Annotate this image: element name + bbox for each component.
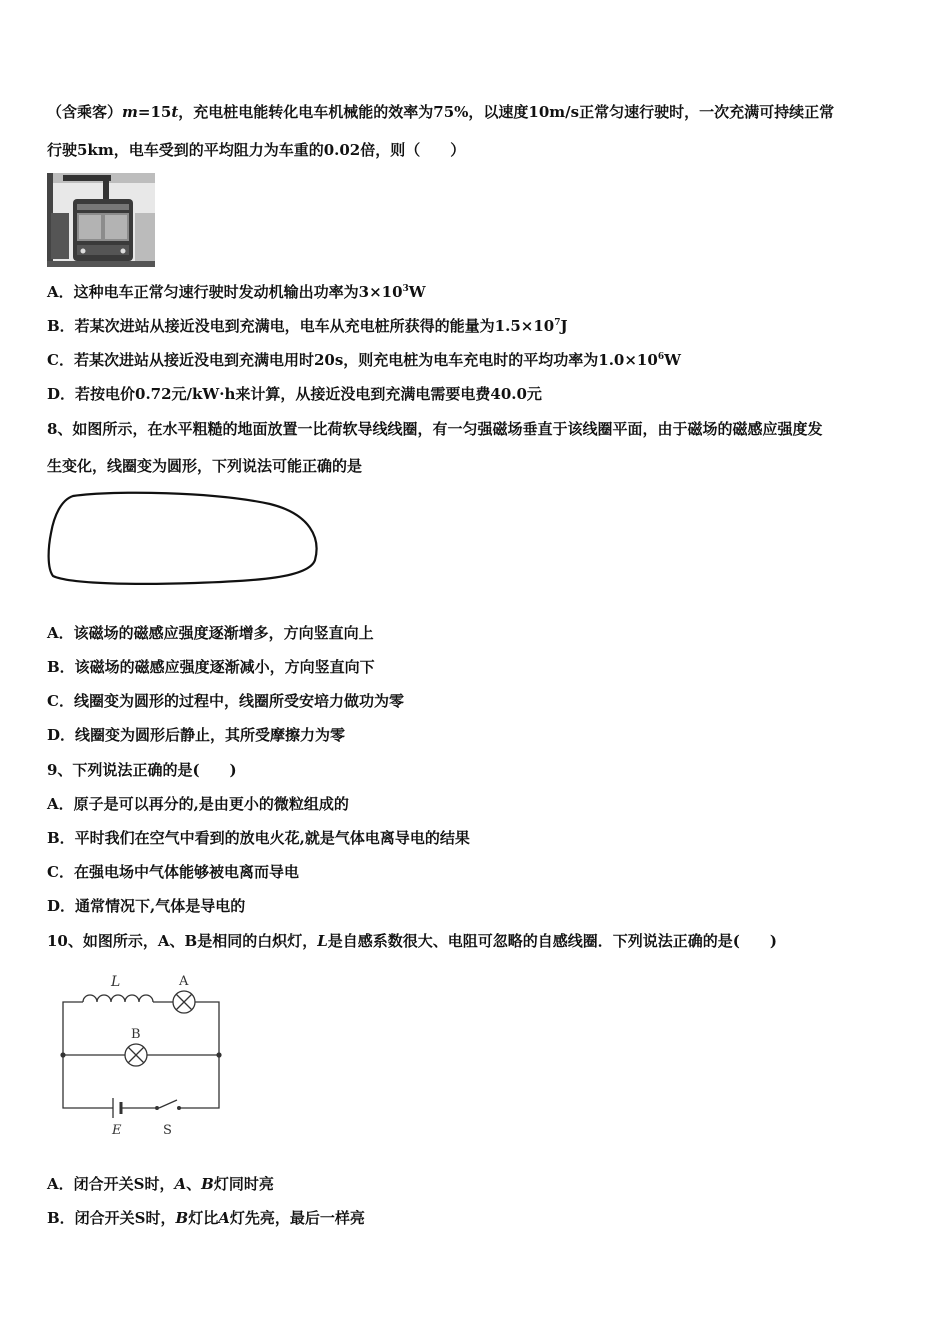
label-a: A bbox=[179, 974, 189, 989]
q8-option-a: A．该磁场的磁感应强度逐渐增多，方向竖直向上 bbox=[47, 624, 374, 642]
label-b: B bbox=[131, 1027, 141, 1042]
switch-contact-right bbox=[177, 1106, 181, 1110]
q7-option-d: D．若按电价0.72元/kW·h来计算，从接近没电到充满电需要电费40.0元 bbox=[47, 385, 542, 403]
wire-top-left bbox=[63, 1002, 83, 1045]
wire-coil-figure bbox=[45, 488, 325, 590]
junction-right bbox=[216, 1052, 221, 1057]
q10-option-a: A．闭合开关S时，A、B灯同时亮 bbox=[47, 1175, 274, 1193]
wire-top-right bbox=[195, 1002, 219, 1055]
q9-option-d: D．通常情况下,气体是导电的 bbox=[47, 897, 246, 915]
q7-option-c: C．若某次进站从接近没电到充满电用时20s，则充电桩为电车充电时的平均功率为$1.0\times 10^6W$ bbox=[47, 351, 681, 369]
q8-stem-line1: 8、如图所示，在水平粗糙的地面放置一比荷软导线线圈，有一匀强磁场垂直于该线圈平面，由于磁场的磁感应强度发 bbox=[47, 420, 823, 438]
q7-stem-line1: （含乘客）m=15t，充电桩电能转化电车机械能的效率为75%，以速度10m/s正常匀速行驶时，一次充满可持续正常 bbox=[47, 103, 835, 121]
switch-s bbox=[159, 1100, 177, 1108]
inductor-coil bbox=[83, 995, 153, 1002]
switch-contact-left bbox=[155, 1106, 159, 1110]
circuit-diagram bbox=[45, 962, 235, 1144]
q8-option-d: D．线圈变为圆形后静止，其所受摩擦力为零 bbox=[47, 726, 346, 744]
q9-stem: 9、下列说法正确的是( ) bbox=[47, 761, 237, 779]
wire-coil-loop bbox=[49, 493, 317, 584]
wire-mid-left bbox=[63, 1045, 125, 1055]
q10-option-b: B．闭合开关S时，B灯比A灯先亮，最后一样亮 bbox=[47, 1209, 365, 1227]
junction-left bbox=[60, 1052, 65, 1057]
label-e: E bbox=[112, 1123, 122, 1138]
wire-bottom-left bbox=[63, 1055, 113, 1108]
q7-stem-line2: 行驶5km，电车受到的平均阻力为车重的0.02倍，则（ ） bbox=[47, 141, 466, 159]
q7-option-a: A．这种电车正常匀速行驶时发动机输出功率为$3\times 10^3W$ bbox=[47, 283, 426, 301]
label-s: S bbox=[163, 1123, 172, 1138]
wire-bottom-right bbox=[179, 1055, 219, 1108]
q9-option-b: B．平时我们在空气中看到的放电火花,就是气体电离导电的结果 bbox=[47, 829, 470, 847]
q7-option-b: B．若某次进站从接近没电到充满电，电车从充电桩所获得的能量为$1.5\times 10^7J$ bbox=[47, 317, 568, 335]
q10-stem: 10、如图所示，A、B是相同的白炽灯，L是自感系数很大、电阻可忽略的自感线圈．下列说法正确的是( ) bbox=[47, 932, 777, 950]
q8-option-b: B．该磁场的磁感应强度逐渐减小，方向竖直向下 bbox=[47, 658, 375, 676]
q9-option-c: C．在强电场中气体能够被电离而导电 bbox=[47, 863, 299, 881]
bus-charging-photo bbox=[47, 173, 155, 267]
q9-option-a: A．原子是可以再分的,是由更小的微粒组成的 bbox=[47, 795, 349, 813]
label-l: L bbox=[111, 974, 121, 990]
q8-option-c: C．线圈变为圆形的过程中，线圈所受安培力做功为零 bbox=[47, 692, 404, 710]
q8-stem-line2: 生变化，线圈变为圆形，下列说法可能正确的是 bbox=[47, 457, 363, 475]
